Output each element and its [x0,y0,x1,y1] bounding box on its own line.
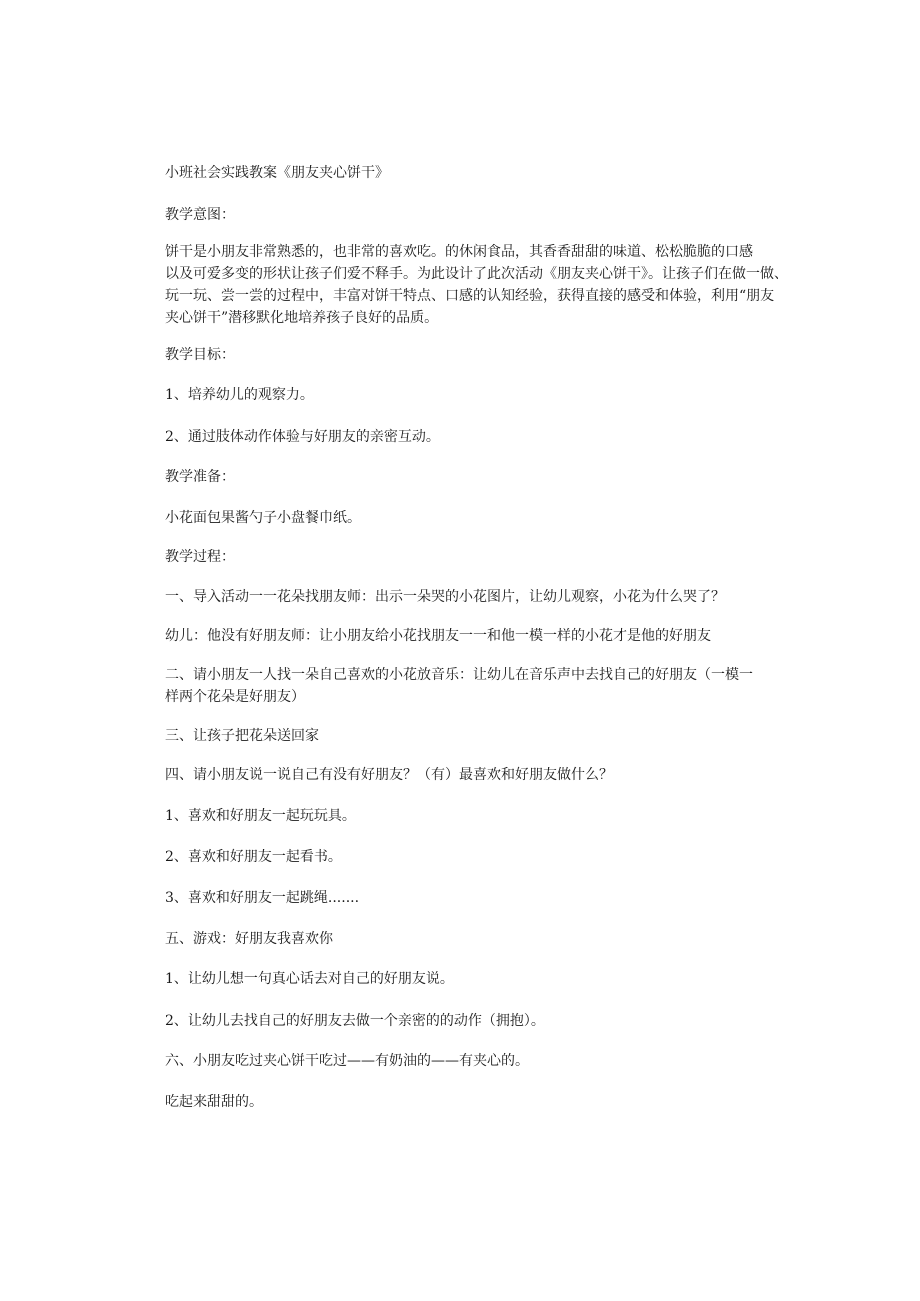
prep-text: 小花面包果酱勺子小盘餐巾纸。 [165,510,361,526]
process-step: 五、游戏：好朋友我喜欢你 [165,931,333,947]
process-substep: 2、让幼儿去找自己的好朋友去做一个亲密的的动作（拥抱）。 [165,1013,545,1029]
process-step: 六、小朋友吃过夹心饼干吃过——有奶油的——有夹心的。 [165,1053,529,1069]
goal-item: 2、通过肢体动作体验与好朋友的亲密互动。 [165,429,440,445]
process-substep: 1、让幼儿想一句真心话去对自己的好朋友说。 [165,971,454,987]
intent-paragraph [165,241,788,329]
intent-heading: 教学意图： [165,207,235,223]
process-step-end: 吃起来甜甜的。 [165,1094,263,1110]
process-step-line: 样两个花朵是好朋友） [165,689,305,705]
process-heading: 教学过程： [165,549,235,565]
intent-line: 以及可爱多变的形状让孩子们爱不释手。为此设计了此次活动《朋友夹心饼干》。让孩子们在做一做、 [165,266,788,282]
process-step: 四、请小朋友说一说自己有没有好朋友？（有）最喜欢和好朋友做什么？ [165,767,613,783]
document-title: 小班社会实践教案《朋友夹心饼干》 [165,165,389,181]
process-substep: 3、喜欢和好朋友一起跳绳....... [165,890,360,906]
process-step-paragraph [165,664,765,708]
prep-heading: 教学准备： [165,469,235,485]
process-step: 三、让孩子把花朵送回家 [165,728,319,744]
intent-line: 夹心饼干”潜移默化地培养孩子良好的品质。 [165,310,439,326]
process-step: 幼儿：他没有好朋友师：让小朋友给小花找朋友一一和他一模一样的小花才是他的好朋友 [165,628,711,644]
process-substep: 2、喜欢和好朋友一起看书。 [165,849,342,865]
intent-line: 玩一玩、尝一尝的过程中，丰富对饼干特点、口感的认知经验，获得直接的感受和体验，利用“朋友 [165,288,775,304]
goal-item: 1、培养幼儿的观察力。 [165,387,314,403]
goals-heading: 教学目标： [165,347,235,363]
process-substep: 1、喜欢和好朋友一起玩玩具。 [165,808,356,824]
process-step-line: 二、请小朋友一人找一朵自己喜欢的小花放音乐：让幼儿在音乐声中去找自己的好朋友（一模一 [165,667,753,683]
process-step: 一、导入活动一一花朵找朋友师：出示一朵哭的小花图片，让幼儿观察，小花为什么哭了？ [165,589,725,605]
intent-line: 饼干是小朋友非常熟悉的，也非常的喜欢吃。的休闲食品，其香香甜甜的味道、松松脆脆的口感 [165,244,753,260]
